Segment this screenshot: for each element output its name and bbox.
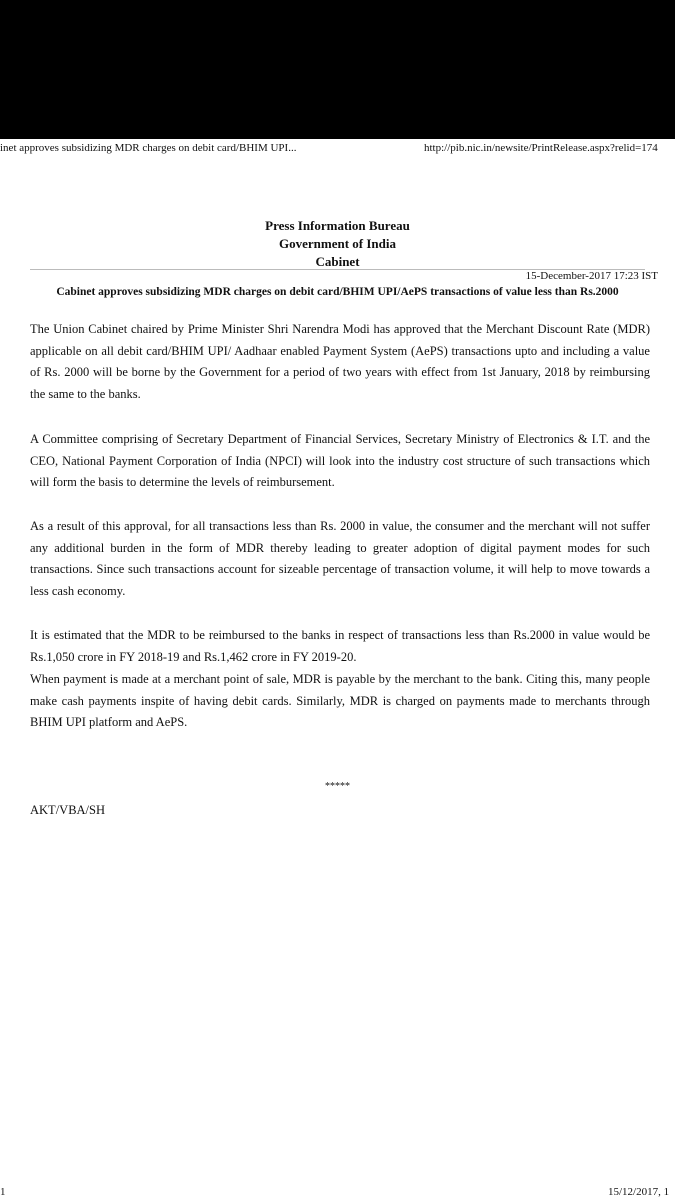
release-datetime: 15-December-2017 17:23 IST [525,270,658,282]
government-name: Government of India [279,236,396,251]
paragraph-5: When payment is made at a merchant point of sale, MDR is payable by the merchant to the bank. Citing this, many people make cash payments inspite of having debit cards. Similarly, MDR is charged on payments made to merchants through BHIM UPI platform and AePS. [30,672,650,730]
print-header-title: inet approves subsidizing MDR charges on debit card/BHIM UPI... [0,142,297,154]
headline: Cabinet approves subsidizing MDR charges on debit card/BHIM UPI/AePS transactions of value less than Rs.2000 [56,286,619,298]
paragraph-3: As a result of this approval, for all transactions less than Rs. 2000 in value, the consumer and the merchant will not suffer any additional burden in the form of MDR thereby leading to greater adoption of digital payment modes for such transactions. Since such transactions account for sizeable percentage of transaction volume, it will help to move towards a less cash economy. [30,519,650,598]
print-date: 15/12/2017, 1 [608,1186,670,1198]
paragraph-4: It is estimated that the MDR to be reimbursed to the banks in respect of transactions less than Rs.2000 in value would be Rs.1,050 crore in FY 2018-19 and Rs.1,462 crore in FY 2019-20. [30,628,650,664]
print-header-url: http://pib.nic.in/newsite/PrintRelease.aspx?relid=174 [424,142,658,154]
organization-name: Press Information Bureau [265,218,410,233]
page-number: 1 [0,1186,6,1198]
printed-page [0,139,675,1201]
paragraph-1: The Union Cabinet chaired by Prime Minister Shri Narendra Modi has approved that the Merchant Discount Rate (MDR) applicable on all debit card/BHIM UPI/ Aadhaar enabled Payment System (AePS) transactions upto and including a value of Rs. 2000 will be borne by the Government for a period of two years with effect from 1st January, 2018 by reimbursing the same to the banks. [30,322,650,401]
ministry-name: Cabinet [315,254,360,269]
paragraph-2: A Committee comprising of Secretary Department of Financial Services, Secretary Ministry of Electronics & I.T. and the CEO, National Payment Corporation of India (NPCI) will look into the industry cost structure of such transactions which will form the basis to determine the levels of reimbursement. [30,432,650,490]
signoff: AKT/VBA/SH [30,803,106,817]
separator: ***** [325,781,350,792]
